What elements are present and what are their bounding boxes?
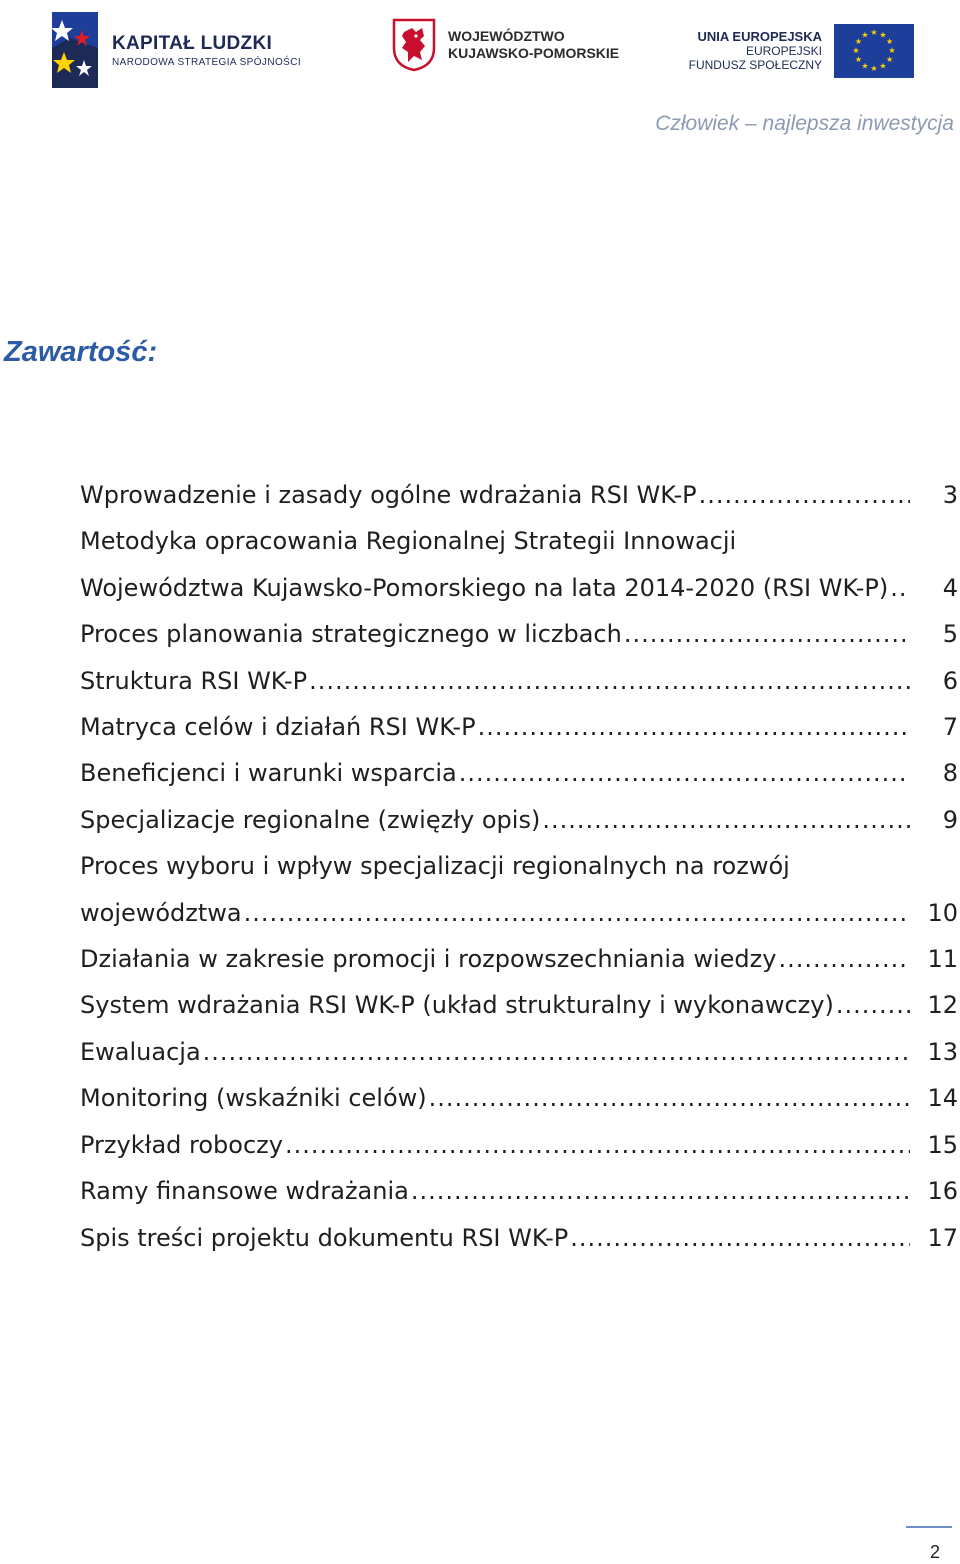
toc-leader-dots bbox=[244, 890, 910, 936]
toc-page-number: 10 bbox=[927, 898, 958, 927]
toc-page-number: 5 bbox=[942, 620, 958, 649]
toc-leader-dots bbox=[890, 565, 910, 611]
svg-text:★: ★ bbox=[888, 46, 896, 55]
toc-page-number: 11 bbox=[927, 945, 958, 974]
toc-entry-title: Działania w zakresie promocji i rozpowszechniania wiedzy bbox=[80, 945, 777, 974]
svg-text:★: ★ bbox=[861, 61, 869, 71]
toc-leader-dots bbox=[429, 1075, 910, 1121]
motto-text: Człowiek – najlepsza inwestycja bbox=[655, 112, 954, 135]
toc-leader-dots bbox=[285, 1122, 910, 1168]
eu-logo bbox=[689, 24, 914, 78]
toc-entry[interactable] bbox=[80, 704, 958, 750]
toc-leader-dots bbox=[309, 658, 910, 704]
table-of-contents bbox=[80, 472, 958, 1261]
toc-entry-title: Proces planowania strategicznego w liczbach bbox=[80, 620, 622, 649]
toc-leader-dots bbox=[203, 1029, 910, 1075]
toc-page-number: 16 bbox=[927, 1177, 958, 1206]
svg-text:★: ★ bbox=[852, 46, 860, 55]
toc-leader-dots bbox=[624, 611, 910, 657]
svg-text:★: ★ bbox=[886, 55, 894, 64]
wojewodztwo-line2: KUJAWSKO-POMORSKIE bbox=[448, 45, 620, 61]
toc-entry[interactable] bbox=[80, 843, 958, 936]
toc-leader-dots bbox=[699, 472, 910, 518]
toc-entry[interactable] bbox=[80, 518, 958, 611]
kapital-ludzki-logo bbox=[48, 8, 301, 92]
eu-flag-icon bbox=[834, 24, 914, 78]
toc-entry-title: Województwa Kujawsko-Pomorskiego na lata 2014-2020 (RSI WK-P) bbox=[80, 573, 889, 602]
eu-line3: FUNDUSZ SPOŁECZNY bbox=[688, 58, 822, 72]
svg-text:★: ★ bbox=[854, 37, 862, 46]
wojewodztwo-logo bbox=[392, 18, 619, 72]
svg-text:★: ★ bbox=[879, 61, 887, 71]
wojewodztwo-line1: WOJEWÓDZTWO bbox=[448, 28, 565, 44]
toc-page-number: 6 bbox=[942, 666, 958, 695]
toc-page-number: 8 bbox=[942, 759, 958, 788]
page-number-rule bbox=[906, 1526, 952, 1528]
toc-entry-title: Spis treści projektu dokumentu RSI WK-P bbox=[80, 1223, 569, 1252]
toc-leader-dots bbox=[778, 936, 910, 982]
toc-entry-title: Ramy finansowe wdrażania bbox=[80, 1177, 409, 1206]
toc-entry[interactable] bbox=[80, 750, 958, 796]
svg-text:★: ★ bbox=[854, 55, 862, 64]
svg-text:★: ★ bbox=[886, 37, 894, 46]
toc-page-number: 9 bbox=[942, 805, 958, 834]
toc-leader-dots bbox=[411, 1168, 910, 1214]
svg-text:★: ★ bbox=[870, 28, 878, 37]
toc-entry[interactable] bbox=[80, 1215, 958, 1261]
toc-entry[interactable] bbox=[80, 472, 958, 518]
kapital-ludzki-title: KAPITAŁ LUDZKI bbox=[112, 32, 273, 54]
griffin-crest-icon bbox=[392, 18, 436, 72]
toc-entry-title: województwa bbox=[80, 898, 242, 927]
toc-entry[interactable] bbox=[80, 797, 958, 843]
toc-entry[interactable] bbox=[80, 611, 958, 657]
svg-text:★: ★ bbox=[879, 30, 887, 40]
kapital-ludzki-emblem-icon bbox=[48, 8, 102, 92]
toc-entry-title: Struktura RSI WK-P bbox=[80, 666, 308, 695]
toc-entry-title: Wprowadzenie i zasady ogólne wdrażania RSI WK-P bbox=[80, 481, 697, 509]
page-number: 2 bbox=[929, 1542, 940, 1562]
toc-page-number: 15 bbox=[927, 1130, 958, 1159]
toc-leader-dots bbox=[570, 1215, 910, 1261]
toc-entry-title: Ewaluacja bbox=[80, 1037, 201, 1066]
svg-text:★: ★ bbox=[870, 64, 878, 73]
toc-entry-title-line: Metodyka opracowania Regionalnej Strategii Innowacji bbox=[80, 527, 737, 556]
toc-entry[interactable] bbox=[80, 982, 958, 1028]
eu-line1: UNIA EUROPEJSKA bbox=[697, 29, 822, 44]
toc-entry[interactable] bbox=[80, 1029, 958, 1075]
toc-entry[interactable] bbox=[80, 1122, 958, 1168]
toc-page-number: 3 bbox=[942, 481, 958, 509]
toc-leader-dots bbox=[836, 982, 910, 1028]
toc-entry-title: Monitoring (wskaźniki celów) bbox=[80, 1084, 427, 1113]
toc-page-number: 14 bbox=[927, 1084, 958, 1113]
toc-entry-title: Specjalizacje regionalne (zwięzły opis) bbox=[80, 805, 541, 834]
toc-page-number: 13 bbox=[927, 1037, 958, 1066]
toc-entry-title: Przykład roboczy bbox=[80, 1130, 283, 1159]
toc-entry[interactable] bbox=[80, 936, 958, 982]
svg-text:★: ★ bbox=[861, 30, 869, 40]
toc-page-number: 7 bbox=[942, 713, 958, 742]
toc-page-number: 17 bbox=[927, 1223, 958, 1252]
toc-entry[interactable] bbox=[80, 658, 958, 704]
toc-entry-title: Beneficjenci i warunki wsparcia bbox=[80, 759, 457, 788]
eu-line2: EUROPEJSKI bbox=[745, 44, 822, 58]
toc-entry-title: Matryca celów i działań RSI WK-P bbox=[80, 713, 476, 742]
toc-page-number: 4 bbox=[942, 573, 958, 602]
toc-leader-dots bbox=[478, 704, 910, 750]
toc-leader-dots bbox=[542, 797, 910, 843]
kapital-ludzki-subtitle: NARODOWA STRATEGIA SPÓJNOŚCI bbox=[112, 56, 302, 68]
toc-entry[interactable] bbox=[80, 1168, 958, 1214]
toc-leader-dots bbox=[459, 750, 910, 796]
toc-entry-title-line: Proces wyboru i wpływ specjalizacji regionalnych na rozwój bbox=[80, 852, 790, 881]
toc-page-number: 12 bbox=[927, 991, 958, 1020]
toc-entry-title: System wdrażania RSI WK-P (układ strukturalny i wykonawczy) bbox=[80, 991, 834, 1020]
toc-heading: Zawartość: bbox=[4, 336, 158, 368]
toc-entry[interactable] bbox=[80, 1075, 958, 1121]
